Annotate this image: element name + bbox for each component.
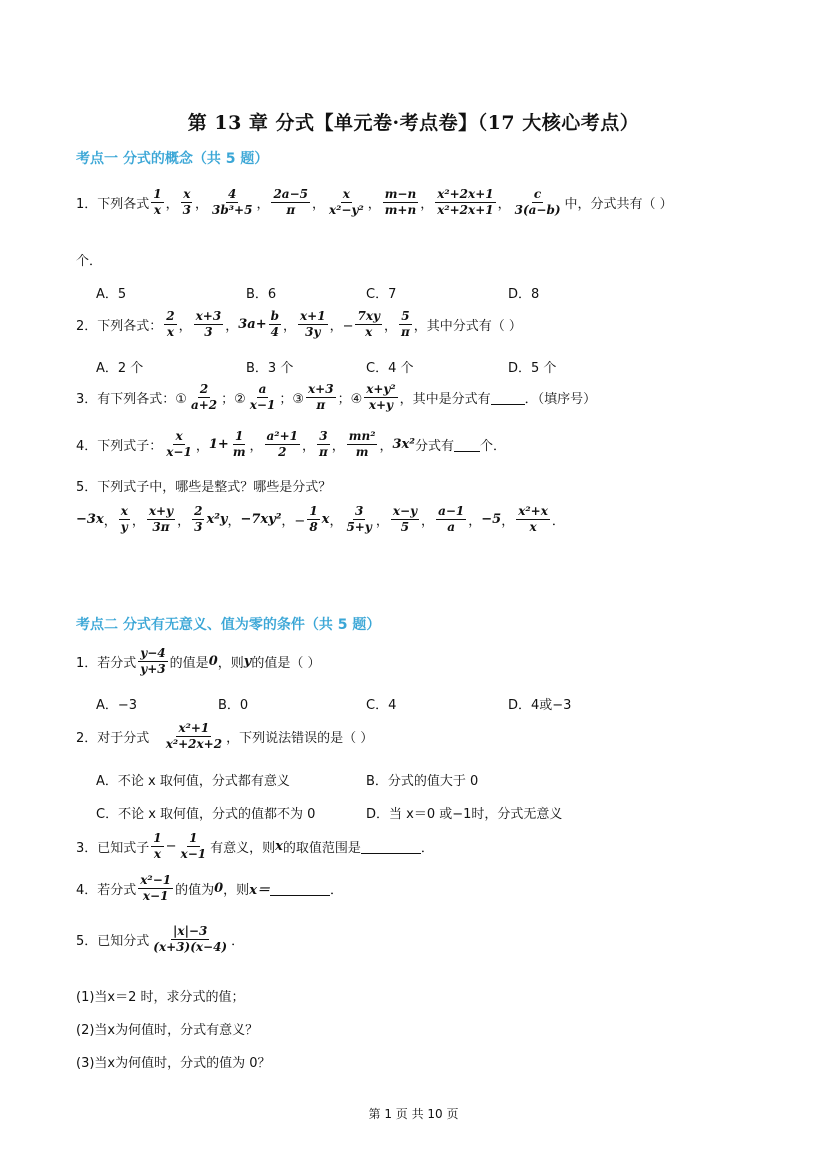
option-a: A．−3 — [96, 698, 138, 713]
fraction: $\frac{\text{x²+2x+1}}{\text{x²+2x+1}}$ — [437, 187, 494, 217]
expression-list: −3x ， $\frac{x}{y}$ ， $\frac{x+y}{3\pi}$ ， $\frac{2}{3}$ x²y ， −7xy² ，− $\frac{1}{8}$ x ， $\frac{3}{5+y}$ ， $\frac{x-y}{5}$ ， $\frac{a-1}{a}$ ， −5 ， $\frac{\text{x²+x}}{x}$ ． — [76, 504, 565, 534]
sub-question-1: (1)当x＝2 时，求分式的值； — [76, 990, 245, 1005]
answer-blank — [491, 389, 525, 405]
option-a: A．2 个 — [96, 361, 144, 376]
option-b: B．0 — [218, 698, 249, 713]
option-b: B．分式的值大于 0 — [366, 774, 479, 789]
question-1-3: 3．有下列各式：① $\frac{2}{a+2}$ ；② $\frac{a}{x-1}$ ；③ $\frac{x+3}{\pi}$ ；④ $\frac{\text{x+y²}}{x+y}$ ，其中是分式有 ．（填序号） — [76, 382, 597, 412]
question-text: 中，分式共有（ ） — [564, 196, 673, 212]
question-1-2: 2．下列各式： $\frac{2}{x}$ ， $\frac{x+3}{3}$ ， 3a+ $\frac{b}{4}$ ， $\frac{x+1}{3y}$ ，− $\frac{7xy}{x}$ ， $\frac{5}{\pi}$ ，其中分式有（ ） — [76, 309, 522, 339]
option-b: B．6 — [246, 287, 277, 302]
question-2-1: 1．若分式 $\frac{y-4}{y+3}$ 的值是 0 ，则 y 的值是（ ） — [76, 646, 321, 676]
question-2-5: 5．已知分式 $\frac{|x|-3}{(x+3)(x-4)}$ ． — [76, 924, 245, 954]
fraction: $\frac{4}{\text{3b³+5}}$ — [212, 187, 253, 217]
question-1-5: 5．下列式子中，哪些是整式？哪些是分式？ — [76, 480, 332, 495]
question-2-3: 3．已知式子 $\frac{1}{x}$ − $\frac{1}{x-1}$ 有意义，则 x 的取值范围是 ． — [76, 831, 434, 861]
option-d: D．5 个 — [508, 361, 557, 376]
answer-blank — [361, 838, 421, 854]
question-1-4: 4．下列式子： $\frac{x}{x-1}$ ， 1+ $\frac{1}{m}$ ， $\frac{\text{a²+1}}{2}$ ， $\frac{3}{\pi}$ ， $\frac{\text{mn²}}{m}$ ， 3x² 分式有 个． — [76, 429, 507, 459]
sub-question-2: (2)当x为何值时，分式有意义？ — [76, 1023, 259, 1038]
option-a: A．不论 x 取何值，分式都有意义 — [96, 774, 290, 789]
question-text: 1．下列各式 — [76, 196, 150, 212]
question-2-2: 2．对于分式 $\frac{\text{x²+1}}{\text{x²+2x+2}}$ ，下列说法错误的是（ ） — [76, 721, 374, 751]
fraction: $\frac{x}{3}$ — [182, 187, 192, 217]
option-d: D．当 x＝0 或−1时，分式无意义 — [366, 807, 563, 822]
option-c: C．4 — [366, 698, 397, 713]
option-a: A．5 — [96, 287, 127, 302]
page-title: 第 13 章 分式【单元卷·考点卷】（17 大核心考点） — [187, 112, 640, 134]
option-b: B．3 个 — [246, 361, 294, 376]
option-d: D．4或−3 — [508, 698, 572, 713]
page-footer: 第 1 页 共 10 页 — [368, 1107, 459, 1121]
option-c: C．不论 x 取何值，分式的值都不为 0 — [96, 807, 316, 822]
option-c: C．4 个 — [366, 361, 414, 376]
fraction: $\frac{2a-5}{\pi}$ — [273, 187, 308, 217]
fraction: $\frac{m-n}{m+n}$ — [384, 187, 417, 217]
option-c: C．7 — [366, 287, 397, 302]
sub-question-3: (3)当x为何值时，分式的值为 0？ — [76, 1056, 271, 1071]
fraction: $\frac{x}{\text{x²−y²}}$ — [329, 187, 364, 217]
fraction: $\frac{c}{3(a-b)}$ — [514, 187, 561, 217]
section-heading-2: 考点二 分式有无意义、值为零的条件（共 5 题） — [76, 617, 381, 633]
answer-blank — [454, 436, 480, 452]
question-2-4: 4．若分式 $\frac{\text{x²−1}}{x-1}$ 的值为 0 ，则 x＝ ． — [76, 873, 343, 903]
question-text: 个． — [76, 254, 103, 269]
section-heading-1: 考点一 分式的概念（共 5 题） — [76, 151, 269, 167]
answer-blank — [270, 880, 330, 896]
fraction: $\frac{1}{x}$ — [153, 187, 162, 217]
option-d: D．8 — [508, 287, 540, 302]
question-1-1: 1．下列各式 $\frac{1}{x}$ ， $\frac{x}{3}$ ， $\frac{4}{\text{3b³+5}}$ ， $\frac{2a-5}{\pi}$ ， $\frac{x}{\text{x²−y²}}$ ， $\frac{m-n}{m+n}$ ， $\frac{\text{x²+2x+1}}{\text{x²+2x+1}}$ ， $\frac{c}{3(a-b)}$ 中，分式共有（ ） — [76, 187, 673, 217]
